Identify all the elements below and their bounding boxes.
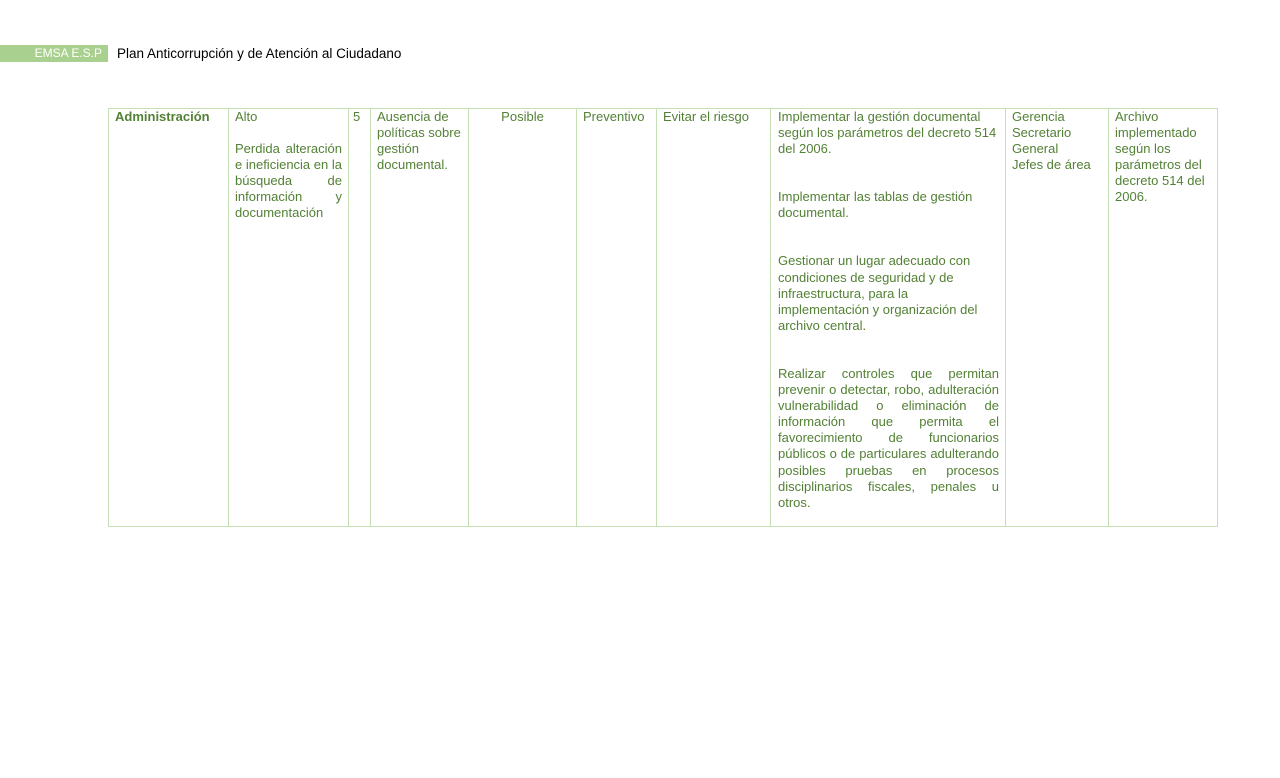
cell-tipo-control: Preventivo bbox=[577, 109, 657, 527]
responsable-item: Gerencia bbox=[1012, 109, 1065, 124]
cell-responsables bbox=[1006, 109, 1109, 527]
cell-valor: 5 bbox=[349, 109, 371, 527]
brand-label: EMSA E.S.P bbox=[0, 45, 108, 62]
cell-administracion: Evitar el riesgo bbox=[657, 109, 771, 527]
cell-causa: Ausencia de políticas sobre gestión documental. bbox=[371, 109, 469, 527]
accion-item: Gestionar un lugar adecuado con condiciones de seguridad y de infraestructura, para la implementación y organización del archivo central. bbox=[778, 253, 978, 333]
risk-table bbox=[108, 108, 1218, 527]
page-title: Plan Anticorrupción y de Atención al Ciudadano bbox=[117, 46, 402, 61]
accion-item: Implementar las tablas de gestión documental. bbox=[778, 189, 973, 221]
responsable-item: Jefes de área bbox=[1012, 157, 1091, 173]
cell-indicador: Archivo implementado según los parámetros del decreto 514 del 2006. bbox=[1109, 109, 1218, 527]
cell-riesgo bbox=[229, 109, 349, 527]
riesgo-text: Perdida alteración e ineficiencia en la búsqueda de información y documentación bbox=[235, 141, 342, 221]
cell-acciones bbox=[771, 109, 1006, 527]
nivel-text: Alto bbox=[235, 109, 258, 124]
responsable-item: Secretario General bbox=[1012, 125, 1072, 157]
cell-proceso: Administración bbox=[109, 109, 229, 527]
accion-item: Implementar la gestión documental según los parámetros del decreto 514 del 2006. bbox=[778, 109, 997, 157]
table-row bbox=[109, 109, 1218, 527]
accion-item: Realizar controles que permitan prevenir o detectar, robo, adulteración vulnerabilidad o eliminación de información que permita el favorecimiento de funcionarios públicos o de particulares adulterando posibles pruebas en procesos disciplinarios fiscales, penales u otros. bbox=[778, 365, 999, 510]
cell-probabilidad: Posible bbox=[469, 109, 577, 527]
